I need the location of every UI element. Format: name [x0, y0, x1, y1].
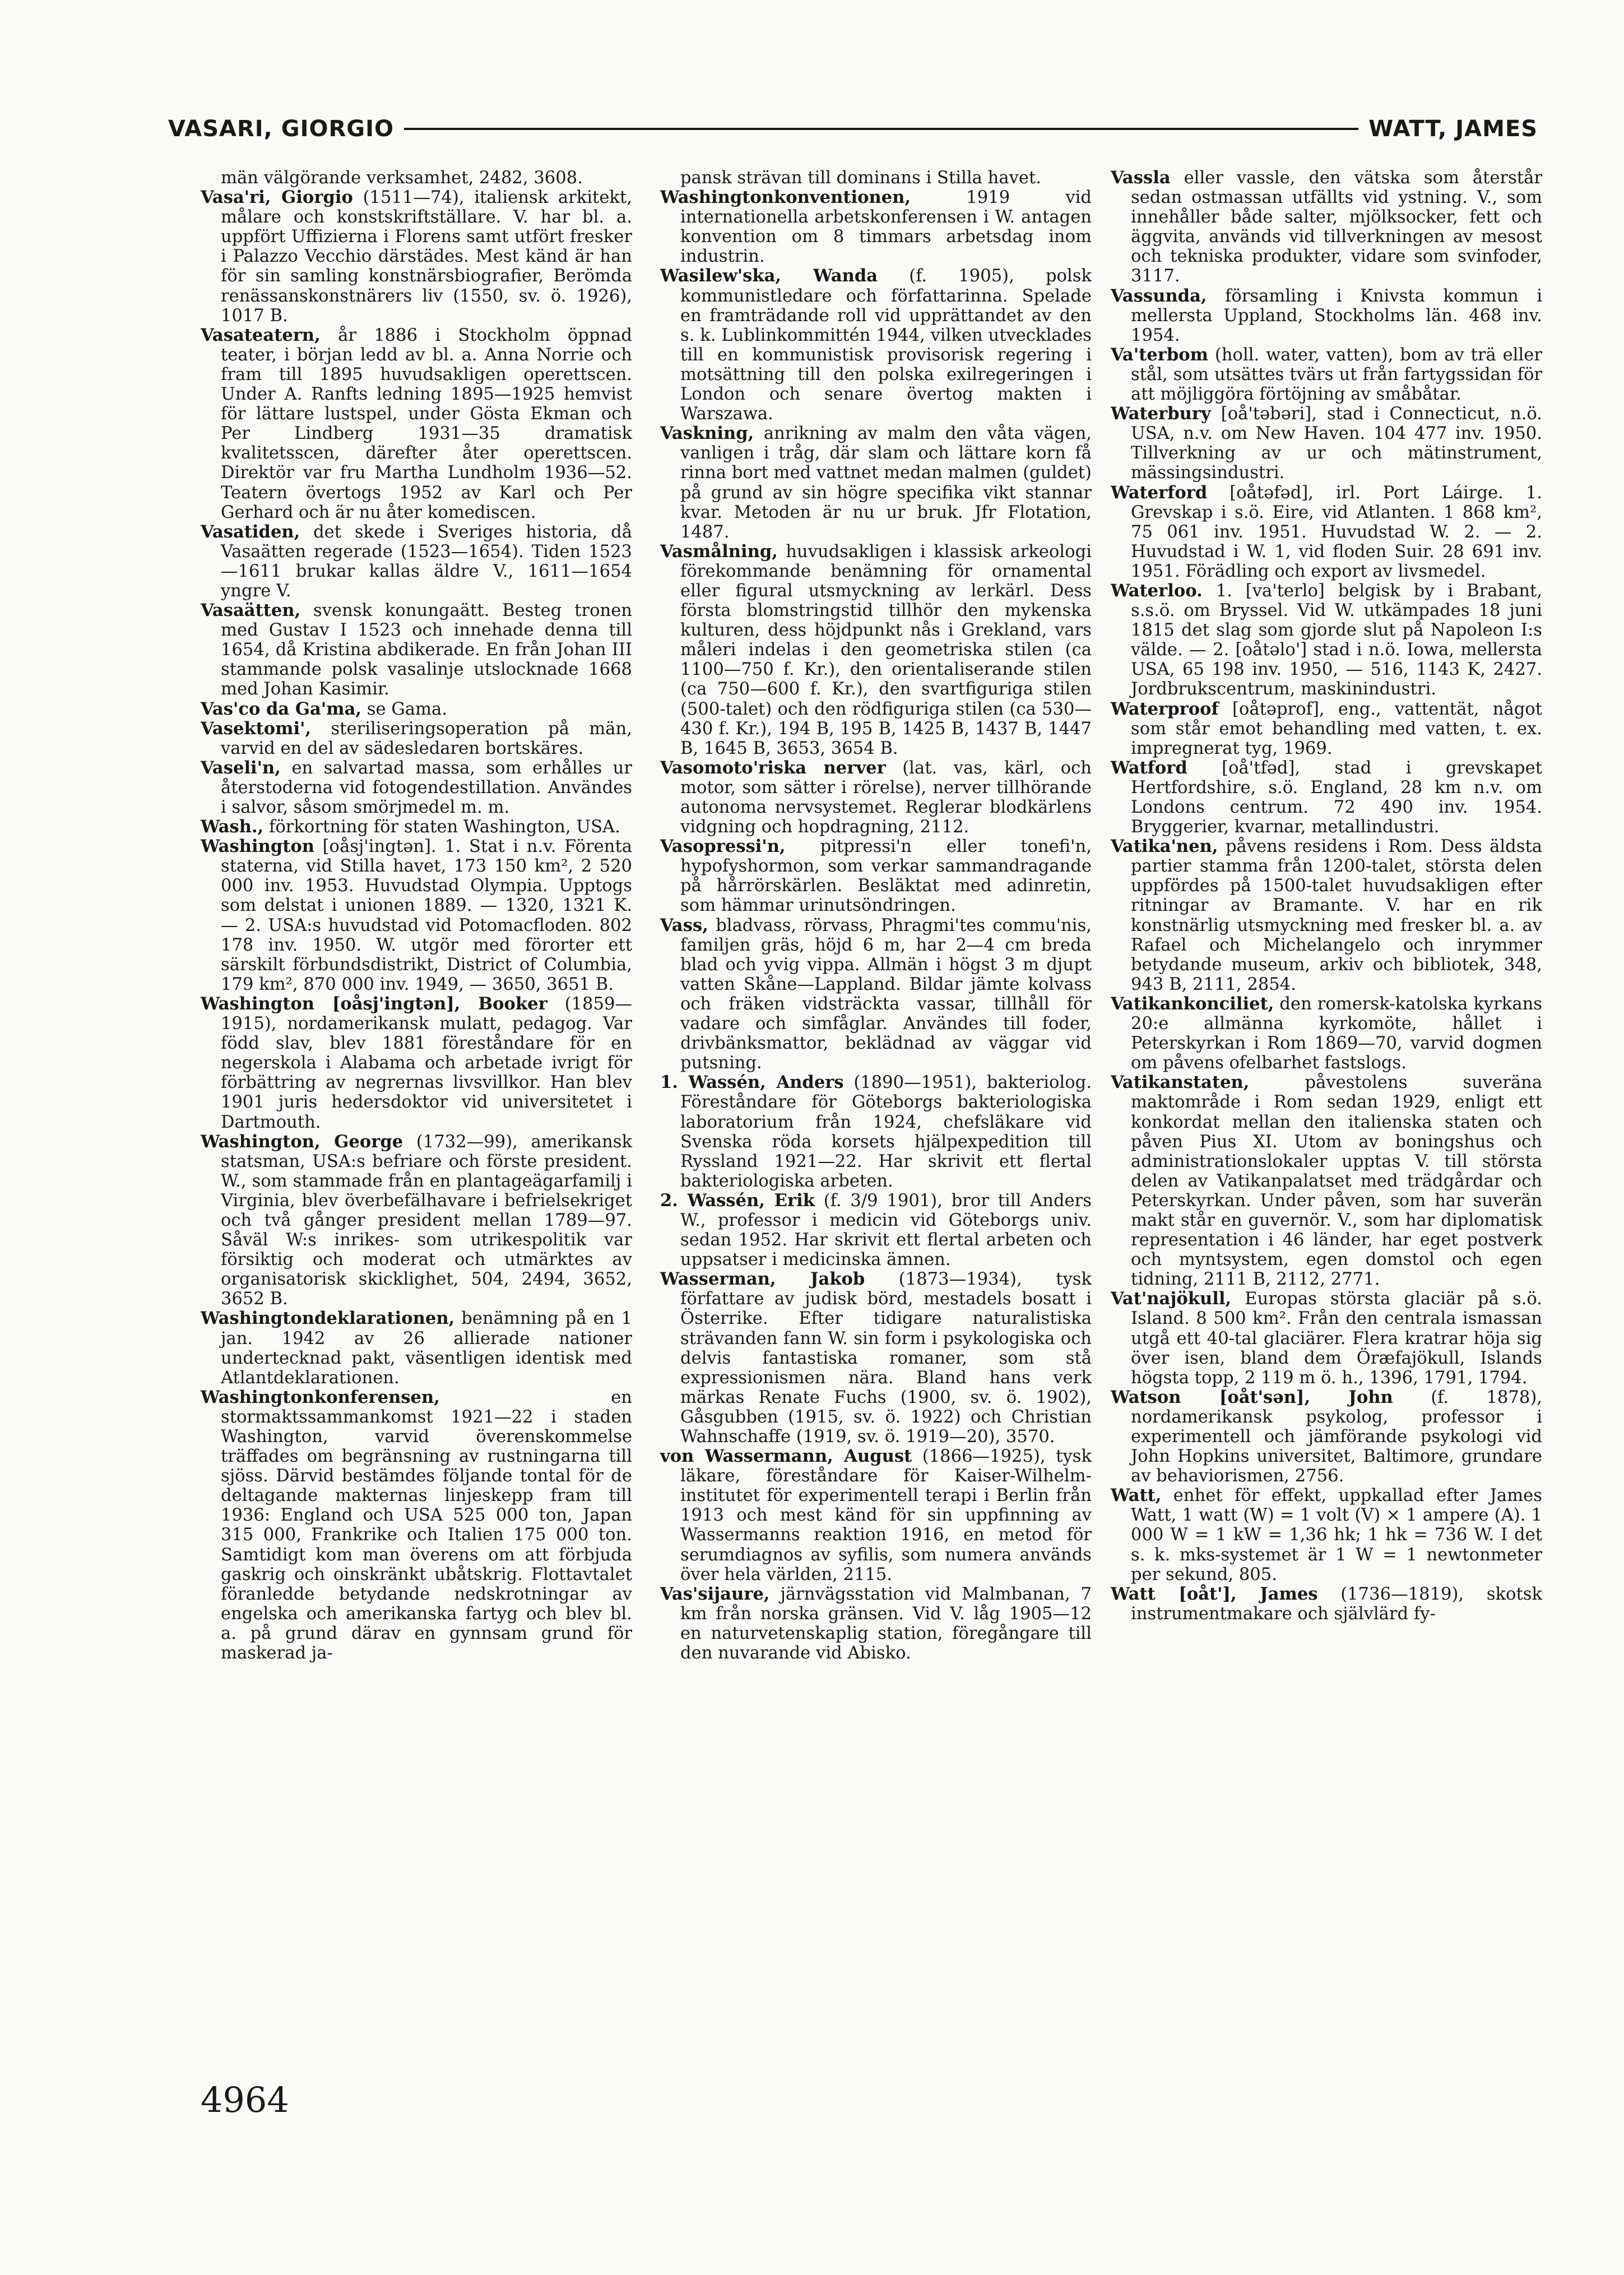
entry-text: förkortning för staten Washington, USA.: [269, 817, 620, 837]
entry-text: den romersk-katolska kyrkans 20:e allmänna kyrkomöte, hållet i Peterskyrkan i Rom 1869—70, varvid dogmen om påvens ofelbarhet fastslogs.: [1131, 994, 1542, 1073]
entry-headword: Vasateatern,: [201, 325, 321, 345]
entry-text: steriliseringsoperation på män, varvid en del av sädesledaren bortskäres.: [221, 719, 632, 758]
entry-text: år 1886 i Stockholm öppnad teater, i början ledd av bl. a. Anna Norrie och fram till 1895 huvudsakligen operettscen. Under A. Ranfts ledning 1895—1925 hemvist för lättare lustspel, under Gösta Ekman och Per Lindberg 1931—35 dramatisk kvalitetsscen, därefter åter operettscen. Direktör var fru Martha Lundholm 1936—52. Teatern övertogs 1952 av Karl och Per Gerhard och är nu åter komediscen.: [221, 325, 632, 522]
entry-text: påvestolens suveräna maktområde i Rom sedan 1929, enligt ett konkordat mellan den italienska staten och påven Pius XI. Utom av boningshus och administrationslokaler upptas V. till största delen av Vatikanpalatset med trädgårdar och Peterskyrkan. Under påven, som har suverän makt står en guvernör. V., som har diplomatisk representation i 46 länder, har eget postverk och myntsystem, egen domstol och egen tidning, 2111 B, 2112, 2771.: [1131, 1073, 1542, 1290]
entry-text: [oå'tfəd], stad i grevskapet Hertfordshire, s.ö. England, 28 km n.v. om Londons centrum. 72 490 inv. 1954. Bryggerier, kvarnar, metallindustri.: [1131, 758, 1542, 837]
dictionary-entry: [660, 916, 1092, 1073]
entry-text: en salvartad massa, som erhålles ur återstoderna vid fotogendestillation. Användes i salvor, såsom smörjmedel m. m.: [221, 758, 633, 817]
entry-text: anrikning av malm den våta vägen, vanligen i tråg, där slam och lättare korn få rinna bort med vattnet medan malmen (guldet) på grund av sin högre specifika vikt stannar kvar. Metoden är nu ur bruk. Jfr Flotation, 1487.: [680, 424, 1092, 542]
entry-headword: Washingtondeklarationen,: [201, 1308, 455, 1329]
dictionary-entry: [201, 1132, 632, 1309]
header-rule: [404, 128, 1358, 130]
entry-headword: Waterford: [1111, 482, 1208, 503]
entry-text: [oåtəprof], eng., vattentät, något som står emot behandling med vatten, t. ex. impregnerat tyg, 1969.: [1131, 699, 1542, 758]
dictionary-entry: [660, 1191, 1092, 1269]
entry-text: (1866—1925), tysk läkare, föreståndare för Kaiser-Wilhelm-institutet för experimentell terapi i Berlin från 1913 och mest känd för sin uppfinning av Wassermanns reaktion 1916, en metod för serumdiagnos av syfilis, som numera används över hela världen, 2115.: [680, 1447, 1092, 1584]
running-header: [168, 111, 1538, 147]
dictionary-entry: [201, 188, 632, 326]
entry-headword: Vassla: [1111, 168, 1171, 188]
entry-text: påvens residens i Rom. Dess äldsta partier stamma från 1200-talet, största delen uppfördes på 1500-talet huvudsakligen efter ritningar av Bramante. V. har en rik konstnärlig utsmyckning med fresker bl. a. av Rafael och Michelangelo och inrymmer betydande museum, arkiv och bibliotek, 348, 943 B, 2111, 2854.: [1131, 837, 1542, 994]
entry-headword: Wasilew'ska, Wanda: [660, 266, 878, 286]
dictionary-entry: [1111, 1289, 1542, 1387]
dictionary-entry: [201, 1388, 632, 1663]
dictionary-entry: [1111, 1073, 1542, 1289]
entry-text: se Gama.: [366, 699, 447, 719]
dictionary-entry: [201, 758, 632, 817]
header-left-guideword: VASARI, GIORGIO: [168, 116, 395, 142]
dictionary-entry: [201, 1309, 632, 1387]
entry-text: järnvägsstation vid Malmbanan, 7 km från norska gränsen. Vid V. låg 1905—12 en naturvetenskaplig station, föregångare till den nuvarande vid Abisko.: [680, 1584, 1092, 1664]
entry-headword: Vasomoto'riska nerver: [660, 757, 886, 778]
entry-text: (1859—1915), nordamerikansk mulatt, pedagog. Var född slav, blev 1881 föreståndare för en negerskola i Alabama och arbetade ivrigt för förbättring av negrernas livsvillkor. Han blev 1901 juris hedersdoktor vid universitetet i Dartmouth.: [221, 994, 632, 1132]
dictionary-entry: [660, 758, 1092, 837]
dictionary-entry: [201, 699, 632, 719]
entry-text: eller vassle, den vätska som återstår sedan ostmassan utfällts vid ystning. V., som innehåller både salter, mjölksocker, fett och äggvita, används vid tillverkningen av mesost och tekniska produkter, vidare som svinfoder, 3117.: [1131, 168, 1542, 286]
dictionary-entry: [660, 1073, 1092, 1191]
dictionary-entry: [660, 188, 1092, 266]
entry-text: (holl. water, vatten), bom av trä eller stål, som utsättes tvärs ut från fartygssidan för att möjliggöra förtöjning av småbåtar.: [1131, 345, 1542, 405]
entry-headword: Wasserman, Jakob: [660, 1269, 865, 1290]
dictionary-entry: [660, 542, 1092, 758]
entry-headword: Vasektomi',: [201, 718, 312, 739]
dictionary-entry: [201, 837, 632, 994]
entry-text: (lat. vas, kärl, och motor, som sätter i rörelse), nerver tillhörande autonoma nervsystemet. Reglerar blodkärlens vidgning och hopdragning, 2112.: [680, 758, 1092, 837]
entry-headword: Watt,: [1111, 1485, 1162, 1506]
entry-headword: Wash.,: [201, 817, 264, 837]
entry-headword: Va'terbom: [1111, 344, 1209, 365]
dictionary-entry: [1111, 837, 1542, 994]
dictionary-entry: [660, 837, 1092, 915]
dictionary-entry: [201, 522, 632, 601]
dictionary-entry: [1111, 581, 1542, 699]
entry-text: Europas största glaciär på s.ö. Island. 8 500 km². Från den centrala ismassan utgå ett 40-tal glaciärer. Flera kratrar höja sig över isen, bland dem Öræfajökull, Islands högsta topp, 2 119 m ö. h., 1396, 1791, 1794.: [1131, 1289, 1542, 1388]
dictionary-entry: [201, 326, 632, 522]
entry-headword: von Wassermann, August: [660, 1446, 912, 1467]
dictionary-entry: [660, 1269, 1092, 1447]
page-number: 4964: [201, 2079, 289, 2120]
entry-text: (1732—99), amerikansk statsman, USA:s befriare och förste president. W., som stammade från en plantageägarfamilj i Virginia, blev överbefälhavare i befrielsekriget och två gånger president mellan 1789—97. Såväl W:s inrikes- som utrikespolitik var försiktig och moderat och utmärktes av organisatorisk skicklighet, 504, 2494, 3652, 3652 B.: [221, 1132, 632, 1309]
dictionary-entry: [1111, 1486, 1542, 1584]
entry-headword: Vasatiden,: [201, 521, 300, 542]
dictionary-entry: [1111, 699, 1542, 758]
entry-headword: Washington: [201, 836, 315, 857]
entry-text: [oå'təbəri], stad i Connecticut, n.ö. USA, n.v. om New Haven. 104 477 inv. 1950. Tillverkning av ur och mätinstrument, mässingsindustri.: [1131, 404, 1542, 483]
dictionary-entry: [1111, 1388, 1542, 1486]
entry-text: enhet för effekt, uppkallad efter James Watt, 1 watt (W) = 1 volt (V) × 1 ampere (A). 1 000 W = 1 kW = 1,36 hk; 1 hk = 736 W. I det s. k. mks-systemet är 1 W = 1 newtonmeter per sekund, 805.: [1131, 1486, 1542, 1584]
column-3: [1111, 168, 1542, 1624]
entry-headword: 2. Wassén, Erik: [660, 1190, 815, 1211]
entry-text: benämning på en 1 jan. 1942 av 26 allierade nationer undertecknad pakt, väsentligen identisk med Atlantdeklarationen.: [221, 1309, 632, 1388]
entry-headword: Watford: [1111, 757, 1187, 778]
entry-headword: Vasopressi'n,: [660, 836, 786, 857]
entry-headword: Vatika'nen,: [1111, 836, 1218, 857]
entry-text: [oåtəfəd], irl. Port Láirge. 1. Grevskap i s.ö. Eire, vid Atlanten. 1 868 km², 75 061 inv. 1951. Huvudstad W. 2. — 2. Huvudstad i W. 1, vid floden Suir. 28 691 inv. 1951. Förädling och export av livsmedel.: [1131, 483, 1542, 581]
entry-text: huvudsakligen i klassisk arkeologi förekommande benämning för ornamental eller figural utsmyckning av lerkärl. Dess första blomstringstid tillhör den mykenska kulturen, dess höjdpunkt nås i Grekland, vars måleri indelas i den geometriska stilen (ca 1100—750 f. Kr.), den orientaliserande stilen (ca 750—600 f. Kr.), den svartfigurigа stilen (500-talet) och den rödfigurigа stilen (ca 530—430 f. Kr.), 194 B, 195 B, 1425 B, 1437 B, 1447 B, 1645 B, 3653, 3654 B.: [680, 541, 1092, 758]
dictionary-entry: [660, 266, 1092, 424]
entry-text: pansk strävan till dominans i Stilla havet.: [680, 168, 1041, 188]
entry-text: (f. 1905), polsk kommunistledare och författarinna. Spelade en framträdande roll vid upprättandet av den s. k. Lublinkommittén 1944, vilken utvecklades till en kommunistisk provisorisk regering i motsättning till den polska exilregeringen i London och senare övertog makten i Warszawa.: [680, 266, 1092, 424]
entry-text: pitpressi'n eller tonefi'n, hypofyshormon, som verkar sammandragande på hårrörskärlen. Besläktat med adinretin, som hämmar urinutsöndringen.: [680, 837, 1092, 916]
entry-headword: Waterloo.: [1111, 580, 1203, 601]
dictionary-entry: [1111, 286, 1542, 345]
entry-headword: Vasa'ri, Giorgio: [201, 187, 353, 208]
entry-headword: Vas'co da Ga'ma,: [201, 698, 362, 719]
entry-text: 1919 vid internationella arbetskonferensen i W. antagen konvention om 8 timmars arbetsdag inom industrin.: [680, 188, 1092, 267]
entry-headword: Vatikanstaten,: [1111, 1072, 1250, 1093]
entry-text: svensk konungaätt. Besteg tronen med Gustav I 1523 och innehade denna till 1654, då Kristina abdikerade. En från Johan III stammande polsk vasalinje utslocknade 1668 med Johan Kasimir.: [221, 601, 632, 699]
entry-text: (1890—1951), bakteriolog. Föreståndare för Göteborgs bakteriologiska laboratorium från 1924, chefsläkare vid Svenska röda korsets hjälpexpedition till Ryssland 1921—22. Har skrivit ett flertal bakteriologiska arbeten.: [680, 1073, 1092, 1191]
entry-text: 1. [va'terlo] belgisk by i Brabant, s.s.ö. om Bryssel. Vid W. utkämpades 18 juni 1815 det slag som gjorde slut på Napoleon I:s välde. — 2. [oåtəlo'] stad i n.ö. Iowa, mellersta USA, 65 198 inv. 1950, — 516, 1143 K, 2427. Jordbrukscentrum, maskinindustri.: [1131, 581, 1542, 699]
entry-headword: Washington [oåsj'ingtən], Booker: [201, 993, 547, 1014]
dictionary-entry: [201, 601, 632, 699]
dictionary-entry: [1111, 994, 1542, 1073]
dictionary-entry: [1111, 404, 1542, 483]
dictionary-entry: [1111, 345, 1542, 404]
dictionary-entry: [1111, 483, 1542, 581]
entry-headword: Vasmålning,: [660, 541, 778, 562]
entry-headword: Vaseli'n,: [201, 757, 281, 778]
entry-text: (1511—74), italiensk arkitekt, målare och konstskriftställare. V. har bl. a. uppfört Uffizierna i Florens samt utfört fresker i Palazzo Vecchio därstädes. Mest känd är han för sin samling konstnärsbiografier, Berömda renässanskonstnärers liv (1550, sv. ö. 1926), 1017 B.: [221, 188, 632, 326]
entry-headword: Vasaätten,: [201, 600, 301, 621]
dictionary-entry: [1111, 1584, 1542, 1624]
entry-headword: Watt [oåt'], James: [1111, 1583, 1318, 1604]
entry-text: (f. 3/9 1901), bror till Anders W., professor i medicin vid Göteborgs univ. sedan 1952. Har skrivit ett flertal arbeten och uppsatser i medicinska ämnen.: [680, 1190, 1092, 1270]
dictionary-entry: [660, 424, 1092, 542]
entry-headword: Vas'sijaure,: [660, 1583, 770, 1604]
dictionary-entry: [660, 1584, 1092, 1663]
entry-text: (1873—1934), tysk författare av judisk börd, mestadels bosatt i Österrike. Efter tidigare naturalistiska strävanden fann W. sin form i psykologiska och delvis fantastiska romaner, som stå expressionismen nära. Bland hans verk märkas Renate Fuchs (1900, sv. ö. 1902), Gåsgubben (1915, sv. ö. 1922) och Christian Wahnschaffe (1919, sv. ö. 1919—20), 3570.: [680, 1269, 1092, 1447]
entry-text: [oåsj'ingtən]. 1. Stat i n.v. Förenta staterna, vid Stilla havet, 173 150 km², 2 520 000 inv. 1953. Huvudstad Olympia. Upptogs som delstat i unionen 1889. — 1320, 1321 K. — 2. USA:s huvudstad vid Potomacfloden. 802 178 inv. 1950. W. utgör med förorter ett särskilt förbundsdistrikt, District of Columbia, 179 km², 870 000 inv. 1949, — 3650, 3651 B.: [221, 837, 632, 994]
entry-headword: Waterbury: [1111, 404, 1211, 424]
entry-text: församling i Knivsta kommun i mellersta Uppland, Stockholms län. 468 inv. 1954.: [1131, 286, 1543, 345]
entry-headword: Vassunda,: [1111, 285, 1207, 306]
entry-text: (f. 1878), nordamerikansk psykolog, professor i experimentell och jämförande psykologi vid John Hopkins universitet, Baltimore, grundare av behaviorismen, 2756.: [1131, 1387, 1542, 1486]
entry-headword: Waterproof: [1111, 698, 1219, 719]
entry-text: (1736—1819), skotsk instrumentmakare och självlärd fy-: [1131, 1584, 1542, 1624]
dictionary-entry: [660, 1447, 1092, 1584]
entry-headword: 1. Wassén, Anders: [660, 1072, 844, 1093]
column-2: [660, 168, 1092, 1663]
dictionary-entry: [201, 168, 632, 188]
entry-headword: Vass,: [660, 915, 708, 935]
entry-text: det skede i Sveriges historia, då Vasaätten regerade (1523—1654). Tiden 1523—1611 brukar kallas äldre V., 1611—1654 yngre V.: [221, 522, 632, 601]
entry-text: bladvass, rörvass, Phragmi'tes commu'nis, familjen gräs, höjd 6 m, har 2—4 cm breda blad och yvig vippa. Allmän i högst 3 m djupt vatten Skåne—Lappland. Bildar jämte kolvass och fräken vidsträckta vassar, tillhåll för vadare och simfåglar. Användes till foder, drivbänksmattor, beklädnad av väggar vid putsning.: [680, 915, 1092, 1073]
entry-headword: Vat'najökull,: [1111, 1289, 1232, 1309]
dictionary-entry: [1111, 168, 1542, 286]
entry-text: en stormaktssammankomst 1921—22 i staden Washington, varvid överenskommelse träffades om begränsning av rustningarna till sjöss. Därvid bestämdes följande tontal för de deltagande makternas linjeskepp fram till 1936: England och USA 525 000 ton, Japan 315 000, Frankrike och Italien 175 000 ton. Samtidigt kom man överens om att förbjuda gaskrig och oinskränkt ubåtskrig. Flottavtalet föranledde betydande nedskrotningar av engelska och amerikanska fartyg och blev bl. a. på grund därav en gynnsam grund för maskerad ja-: [221, 1387, 632, 1664]
header-right-guideword: WATT, JAMES: [1368, 116, 1538, 142]
entry-headword: Vaskning,: [660, 423, 754, 444]
entry-headword: Washingtonkonventionen,: [660, 187, 911, 208]
dictionary-entry: [660, 168, 1092, 188]
dictionary-entry: [1111, 758, 1542, 837]
dictionary-entry: [201, 719, 632, 758]
entry-text: män välgörande verksamhet, 2482, 3608.: [221, 168, 583, 188]
entry-headword: Vatikankonciliet,: [1111, 993, 1274, 1014]
entry-headword: Washingtonkonferensen,: [201, 1387, 440, 1407]
dictionary-entry: [201, 817, 632, 837]
column-1: [201, 168, 632, 1663]
dictionary-entry: [201, 994, 632, 1132]
entry-headword: Watson [oåt'sən], John: [1111, 1387, 1393, 1407]
entry-headword: Washington, George: [201, 1131, 403, 1152]
